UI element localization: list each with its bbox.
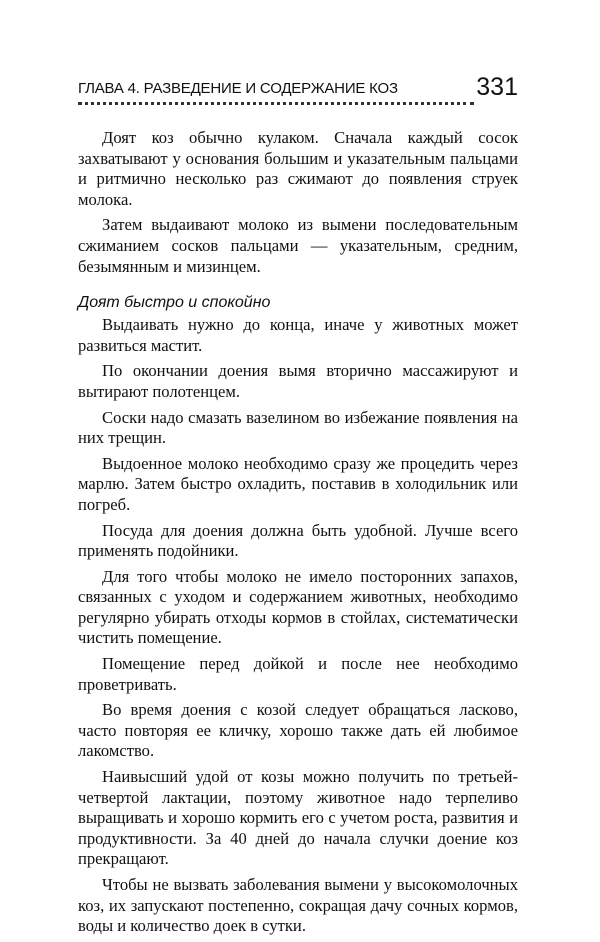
paragraph: Выдоенное молоко необходимо сразу же процедить через марлю. Затем быстро охладить, поставив в холодильник или погреб. — [78, 453, 518, 514]
paragraph: Доят коз обычно кулаком. Сначала каждый сосок захватывают у основания большим и указательным пальцами и ритмично несколько раз сжимают до появления струек молока. — [78, 128, 518, 209]
paragraph: Посуда для доения должна быть удобной. Лучше всего применять подойники. — [78, 520, 518, 561]
paragraph: Наивысший удой от козы можно получить по третьей-четвертой лактации, поэтому животное надо терпеливо выращивать и хорошо кормить его с учетом роста, развития и продуктивности. За 40 дней до начала случки доение коз прекращают. — [78, 767, 518, 869]
header-rule — [78, 102, 474, 105]
page-header — [78, 72, 518, 106]
paragraph: Помещение перед дойкой и после нее необходимо проветривать. — [78, 654, 518, 694]
section-subheading: Доят быстро и спокойно — [78, 294, 271, 312]
paragraph: Для того чтобы молоко не имело посторонних запахов, связанных с уходом и содержанием животных, необходимо регулярно убирать отходы кормов в стойлах, систематически чистить помещение. — [78, 566, 518, 648]
paragraph: Затем выдаивают молоко из вымени последовательным сжиманием сосков пальцами — указательным, средним, безымянным и мизинцем. — [78, 215, 518, 276]
paragraph: Во время доения с козой следует обращаться ласково, часто повторяя ее кличку, хорошо также дать ей любимое лакомство. — [78, 700, 518, 761]
paragraph: Выдаивать нужно до конца, иначе у животных может развиться мастит. — [78, 315, 518, 355]
body-text — [78, 128, 518, 937]
paragraph: Соски надо смазать вазелином во избежание появления на них трещин. — [78, 407, 518, 448]
page-number: 331 — [476, 73, 518, 101]
paragraph: Чтобы не вызвать заболевания вымени у высокомолочных коз, их запускают постепенно, сокращая дачу сочных кормов, воды и количество доек в сутки. — [78, 875, 518, 936]
running-head: ГЛАВА 4. РАЗВЕДЕНИЕ И СОДЕРЖАНИЕ КОЗ — [78, 80, 398, 97]
book-page — [78, 72, 518, 942]
paragraph: По окончании доения вымя вторично массажируют и вытирают полотенцем. — [78, 361, 518, 401]
